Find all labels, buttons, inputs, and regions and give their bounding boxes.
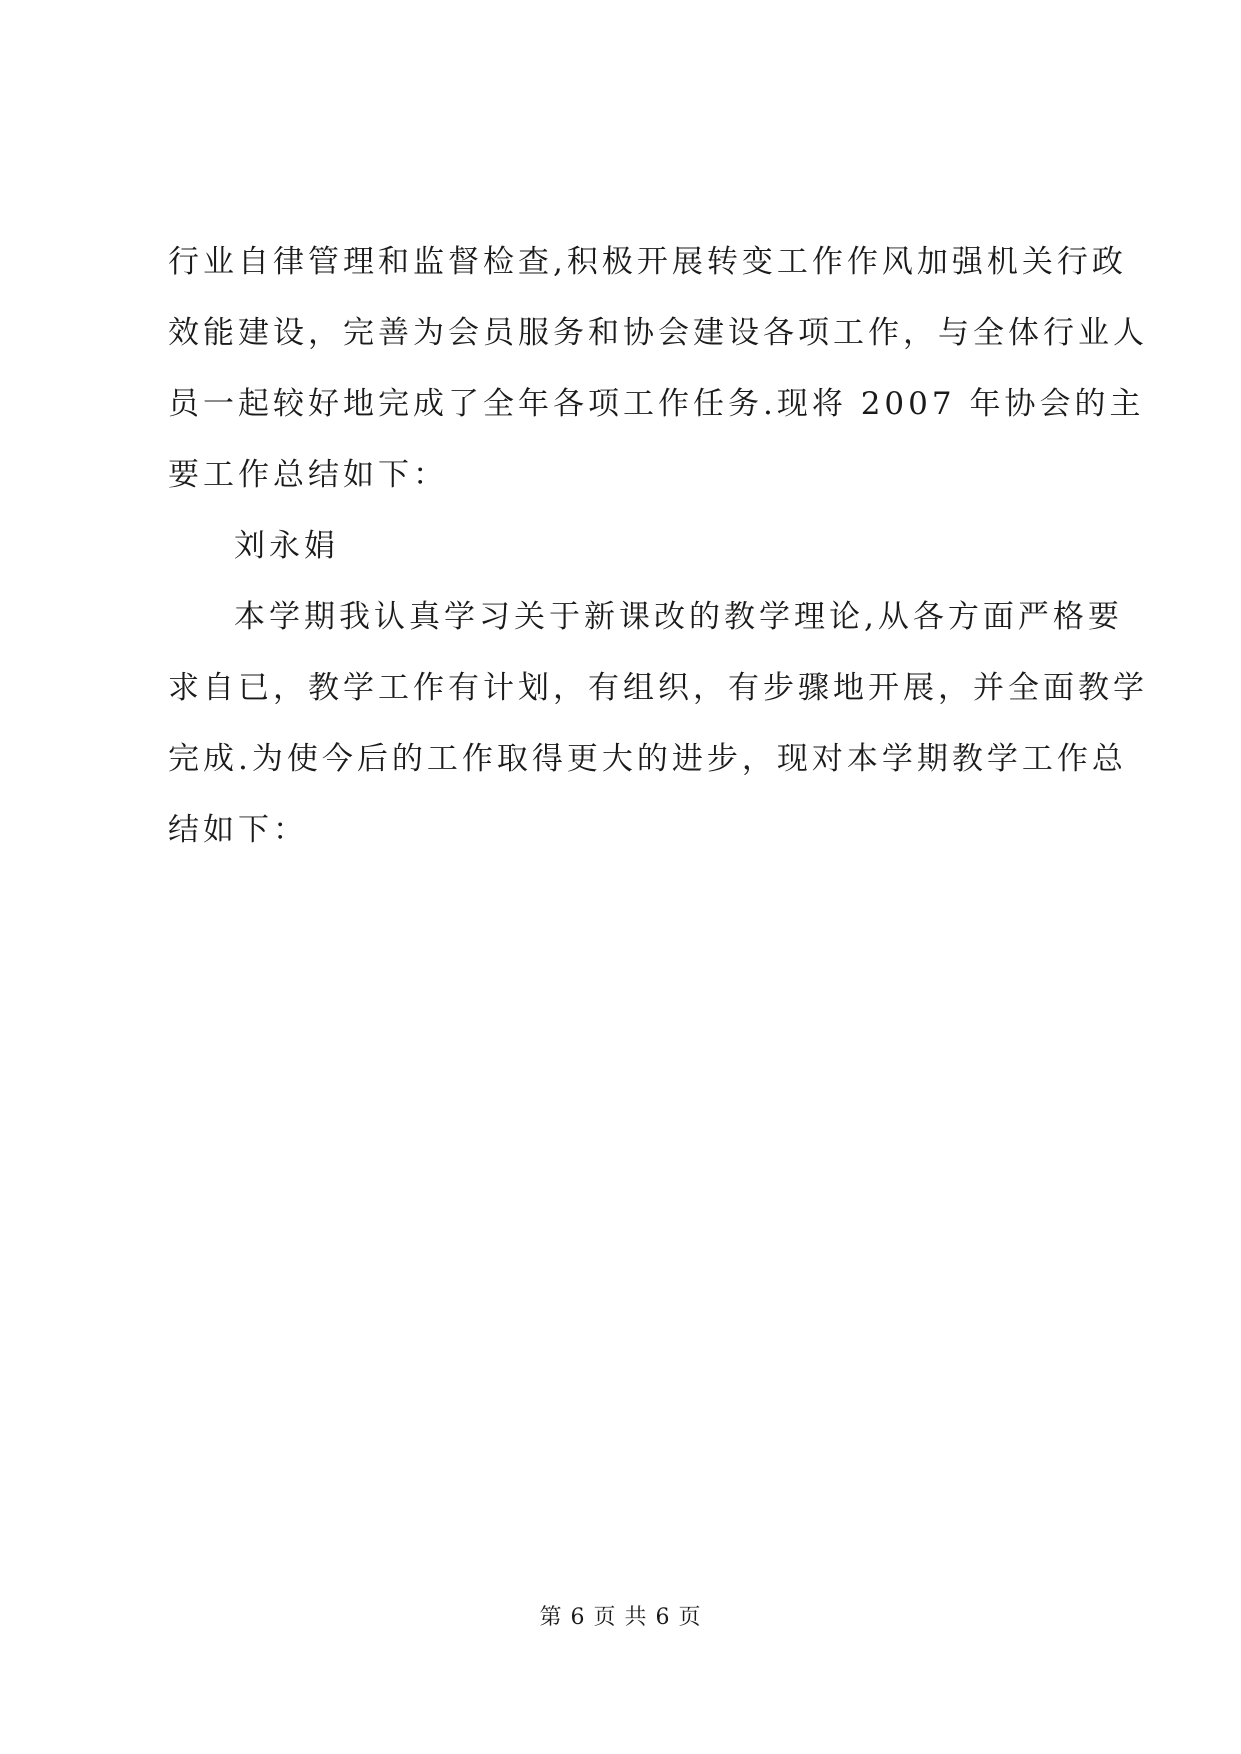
page-footer: 第 6 页 共 6 页 xyxy=(539,1605,702,1630)
paragraph1-line-3: 员一起较好地完成了全年各项工作任务.现将 2007 年协会的主 xyxy=(168,386,1145,422)
paragraph2-line-1: 本学期我认真学习关于新课改的教学理论,从各方面严格要 xyxy=(234,599,1123,635)
paragraph2-line-2: 求自已，教学工作有计划，有组织，有步骤地开展，并全面教学 xyxy=(168,670,1148,706)
paragraph2-line-4: 结如下： xyxy=(168,812,308,848)
paragraph1-line-1: 行业自律管理和监督检查,积极开展转变工作作风加强机关行政 xyxy=(168,244,1127,280)
author-name: 刘永娟 xyxy=(234,528,339,564)
paragraph2-line-3: 完成.为使今后的工作取得更大的进步，现对本学期教学工作总 xyxy=(168,741,1127,777)
document-body xyxy=(168,227,1148,866)
paragraph1-line-2: 效能建设，完善为会员服务和协会建设各项工作，与全体行业人 xyxy=(168,315,1148,351)
paragraph1-line-4: 要工作总结如下： xyxy=(168,457,448,493)
